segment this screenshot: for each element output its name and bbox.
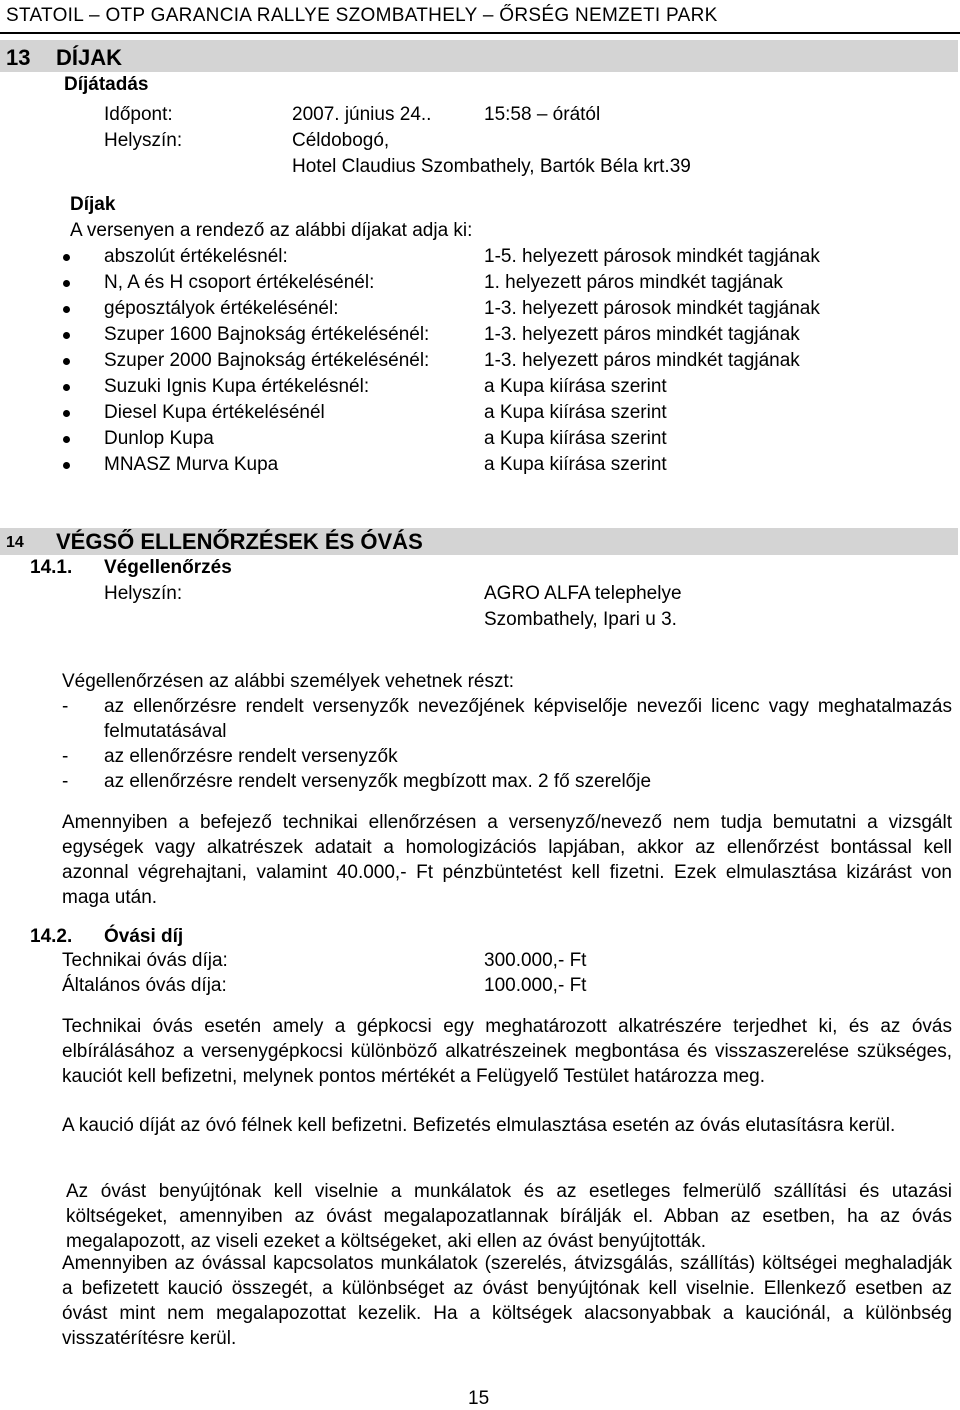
prize-award: 1-3. helyezett páros mindkét tagjának <box>484 324 800 345</box>
bullet-icon <box>63 436 70 443</box>
section-13-title: DÍJAK <box>56 45 123 70</box>
prizes-heading: Díjak <box>70 194 116 215</box>
participants-intro: Végellenőrzésen az alábbi személyek vehetnek részt: <box>62 671 515 692</box>
participant-text: az ellenőrzésre rendelt versenyzők <box>104 746 398 767</box>
inspection-place-line-2: Szombathely, Ipari u 3. <box>484 609 677 630</box>
prize-category: Szuper 1600 Bajnokság értékelésénél: <box>104 324 430 345</box>
prize-award: 1-3. helyezett páros mindkét tagjának <box>484 350 800 371</box>
bullet-icon <box>63 332 70 339</box>
prize-category: MNASZ Murva Kupa <box>104 454 279 475</box>
tech-protest-paragraph: Technikai óvás esetén amely a gépkocsi egy meghatározott alkatrészére terjedhet ki, és az óvás elbírálásához a versenygépkocsi különböző alkatrészeinek megbontása és visszaszerelése szükséges, kauciót kell befizetni, melynek pontos mértékét a Felügyelő Testület határozza meg. <box>62 1016 952 1087</box>
bullet-icon <box>63 462 70 469</box>
dash-marker: - <box>62 696 69 717</box>
section-14-title: VÉGSŐ ELLENŐRZÉSEK ÉS ÓVÁS <box>56 529 423 554</box>
time-extra: 15:58 – órától <box>484 104 601 125</box>
bullet-icon <box>63 410 70 417</box>
subsection-14-1-number: 14.1. <box>30 557 73 578</box>
section-13-bar <box>0 40 958 72</box>
costs-paragraph: Az óvást benyújtónak kell viselnie a munkálatok és az esetleges felmerülő szállítási és utazási költségeket, amennyiben az óvást megalapozatlannak bírálják el. Abban az esetben, ha az óvás megalapozott, az viseli ezeket a költségeket, aki ellen az óvást benyújtották. <box>66 1181 952 1252</box>
participant-text: az ellenőrzésre rendelt versenyzők megbízott max. 2 fő szerelője <box>104 771 652 792</box>
subsection-14-1-title: Végellenőrzés <box>104 557 232 578</box>
place-line-2: Hotel Claudius Szombathely, Bartók Béla krt.39 <box>292 156 691 177</box>
tech-protest-fee-value: 300.000,- Ft <box>484 950 587 971</box>
prize-category: Dunlop Kupa <box>104 428 214 449</box>
dash-marker: - <box>62 771 69 792</box>
bullet-icon <box>63 358 70 365</box>
costs-difference-paragraph: Amennyiben az óvással kapcsolatos munkálatok (szerelés, átvizsgálás, szállítás) költségei meghaladják a befizetett kaució összegét, a különbséget az óvást benyújtónak kell viselnie. Ellenkező esetben az óvást mint nem megalapozottat kezelik. Ha a költségek alacsonyabbak a kauciónál, a különbség visszatérítésre kerül. <box>62 1253 952 1349</box>
prize-award: a Kupa kiírása szerint <box>484 454 667 475</box>
section-14-bar <box>0 528 958 555</box>
prize-category: abszolút értékelésnél: <box>104 246 288 267</box>
inspection-paragraph: Amennyiben a befejező technikai ellenőrzésen a versenyző/nevező nem tudja bemutatni a vizsgált egységek vagy alkatrészek adatait a homologizációs lapjában, akkor az ellenőrzést bontással kell azonnal végrehajtani, valamint 40.000,- Ft pénzbüntetést kell fizetni. Ezek elmulasztása kizárást von maga után. <box>62 812 952 908</box>
page-number: 15 <box>468 1388 490 1409</box>
prize-award: 1. helyezett páros mindkét tagjának <box>484 272 783 293</box>
award-ceremony-heading: Díjátadás <box>64 74 149 95</box>
prize-award: a Kupa kiírása szerint <box>484 376 667 397</box>
time-label: Időpont: <box>104 104 173 125</box>
prize-award: a Kupa kiírása szerint <box>484 402 667 423</box>
bullet-icon <box>63 306 70 313</box>
place-line-1: Céldobogó, <box>292 130 390 151</box>
place-label: Helyszín: <box>104 130 183 151</box>
prize-award: 1-3. helyezett párosok mindkét tagjának <box>484 298 820 319</box>
prize-category: Suzuki Ignis Kupa értékelésnél: <box>104 376 370 397</box>
inspection-place-line-1: AGRO ALFA telephelye <box>484 583 682 604</box>
prize-category: géposztályok értékelésénél: <box>104 298 339 319</box>
prize-category: N, A és H csoport értékelésénél: <box>104 272 375 293</box>
inspection-place-label: Helyszín: <box>104 583 183 604</box>
dash-marker: - <box>62 746 69 767</box>
general-protest-fee-label: Általános óvás díja: <box>62 975 227 996</box>
section-13-number: 13 <box>6 45 31 70</box>
prize-award: a Kupa kiírása szerint <box>484 428 667 449</box>
deposit-paragraph: A kaució díját az óvó félnek kell befizetni. Befizetés elmulasztása esetén az óvás elutasításra kerül. <box>62 1115 896 1136</box>
page-header <box>0 0 960 34</box>
list-item <box>62 744 952 769</box>
bullet-icon <box>63 384 70 391</box>
section-14-number: 14 <box>6 534 24 551</box>
bullet-icon <box>63 254 70 261</box>
bullet-icon <box>63 280 70 287</box>
tech-protest-fee-label: Technikai óvás díja: <box>62 950 228 971</box>
subsection-14-2-title: Óvási díj <box>104 926 184 947</box>
general-protest-fee-value: 100.000,- Ft <box>484 975 587 996</box>
prizes-intro: A versenyen a rendező az alábbi díjakat adja ki: <box>70 220 473 241</box>
participant-text: az ellenőrzésre rendelt versenyzők nevezőjének képviselője nevezői licenc vagy meghatalmazás felmutatásával <box>104 696 952 742</box>
prize-category: Diesel Kupa értékelésénél <box>104 402 325 423</box>
list-item <box>62 769 952 794</box>
time-value: 2007. június 24.. <box>292 104 432 125</box>
prize-award: 1-5. helyezett párosok mindkét tagjának <box>484 246 820 267</box>
subsection-14-2-number: 14.2. <box>30 926 73 947</box>
header-title: STATOIL – OTP GARANCIA RALLYE SZOMBATHELY – ŐRSÉG NEMZETI PARK <box>6 5 718 26</box>
list-item <box>62 694 952 744</box>
prize-category: Szuper 2000 Bajnokság értékelésénél: <box>104 350 430 371</box>
